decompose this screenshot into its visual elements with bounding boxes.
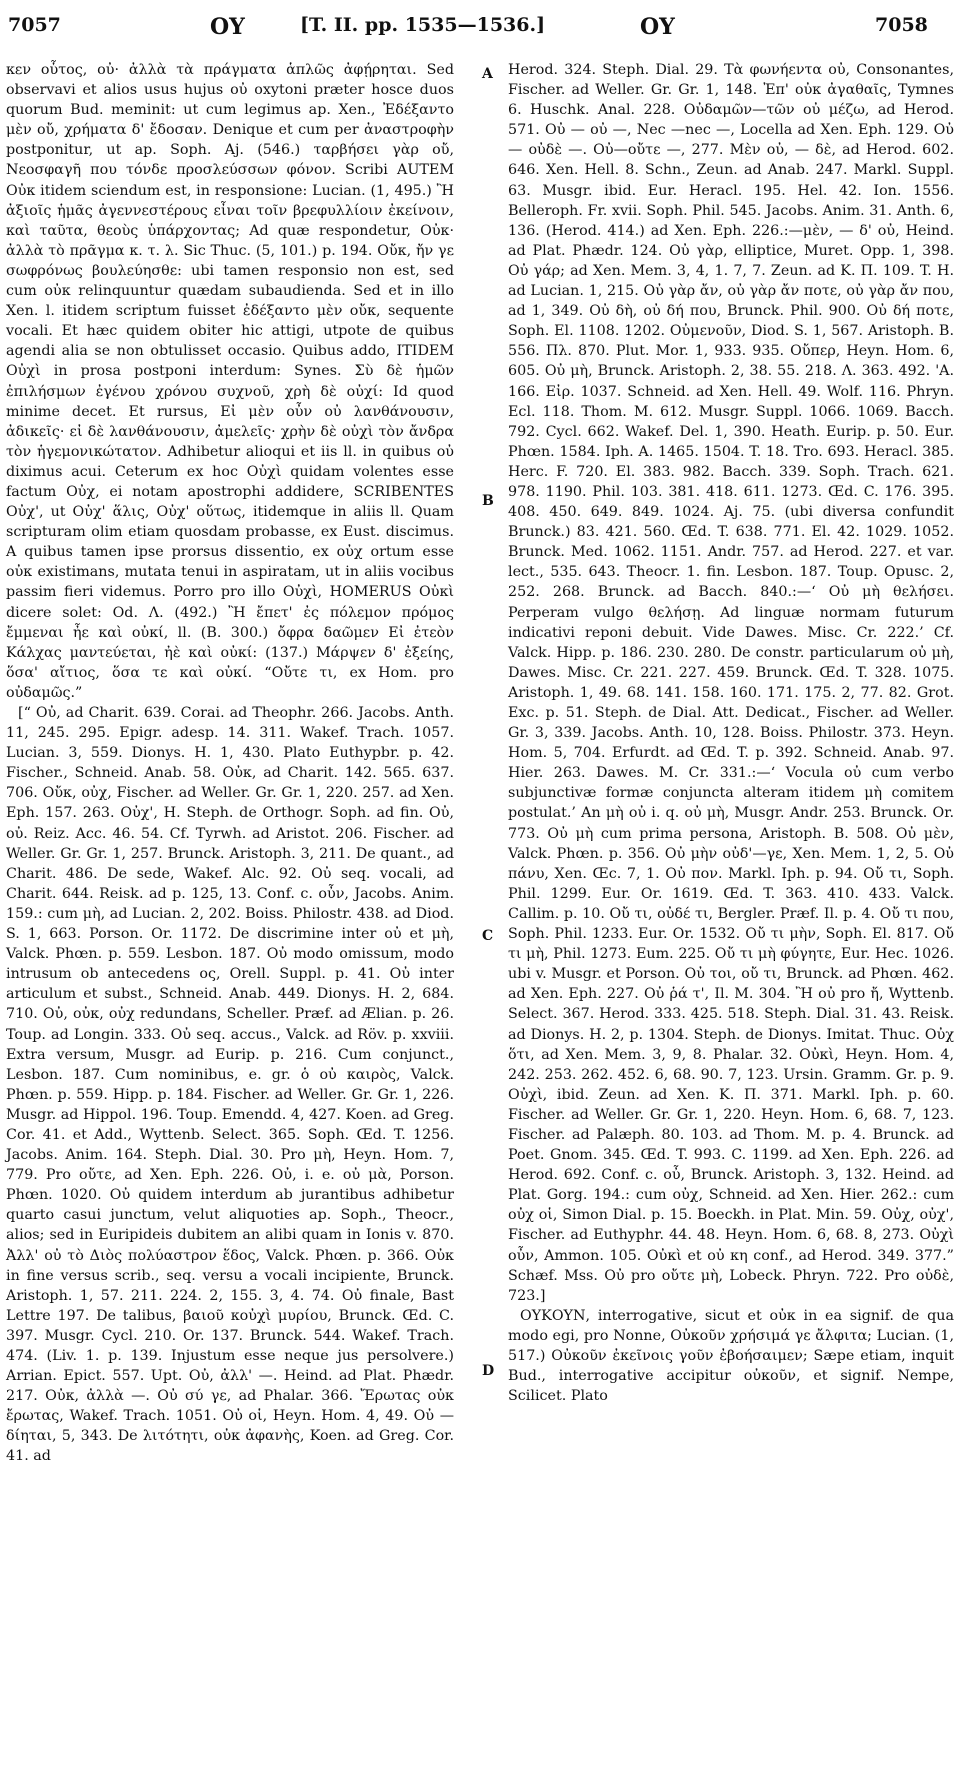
left-paragraph: [“ Οὐ, ad Charit. 639. Corai. ad Theophr. 266. Jacobs. Anth. 11, 245. 295. Epigr. adesp. 14. 311. Wakef. Trach. 1057. Lucian. 3, 559. Dionys. H. 1, 430. Plato Euthypbr. p. 42. Fischer., Schneid. Anab. 58. Οὐκ, ad Charit. 142. 565. 637. 706. Οὔκ, οὐχ, Fischer. ad Weller. Gr. Gr. 1, 220. 257. ad Xen. Eph. 157. 263. Οὐχ', H. Steph. de Orthogr. Soph. ad fin. Οὐ, οὐ. Reiz. Acc. 46. 54. Cf. Tyrwh. ad Aristot. 206. Fischer. ad Weller. Gr. Gr. 1, 257. Brunck. Aristoph. 3, 211. De quant., ad Charit. 486. De sede, Wakef. Alc. 92. Οὐ seq. vocali, ad Charit. 644. Reisk. ad p. 125, 13. Conf. c. οὖν, Jacobs. Anim. 159.: cum μὴ, ad Lucian. 2, 202. Boiss. Philostr. 438. ad Diod. S. 1, 663. Porson. Or. 1172. De discrimine inter οὐ et μὴ, Valck. Phœn. p. 559. Lesbon. 187. Οὐ modo omissum, modo intrusum ob antecedens ος, Orell. Suppl. p. 41. Οὐ inter articulum et subst., Schneid. Anab. 449. Dionys. H. 2, 684. 710. Οὐ, οὐκ, οὐχ redundans, Scheller. Præf. ad Ælian. p. 26. Toup. ad Longin. 333. Οὐ seq. accus., Valck. ad Röv. p. xxviii. Extra versum, Musgr. ad Eurip. p. 216. Cum conjunct., Lesbon. 187. Cum nominibus, e. gr. ὁ οὐ καιρὸς, Valck. Phœn. p. 559. Hipp. p. 184. Fischer. ad Weller. Gr. Gr. 1, 226. Musgr. ad Hippol. 196. Toup. Emendd. 4, 427. Koen. ad Greg. Cor. 41. et Add., Wyttenb. Select. 365. Soph. Œd. T. 1256. Jacobs. Anim. 164. Steph. Dial. 30. Pro μὴ, Heyn. Hom. 7, 779. Pro οὔτε, ad Xen. Eph. 226. Οὐ, i. e. οὐ μὰ, Porson. Phœn. 1020. Οὐ quidem interdum ab jurantibus adhibetur quarto casui junctum, velut aliquoties ap. Soph., Theocr., alios; sed in Euripideis dubitem an alibi quam in Ionis v. 870. Ἀλλ' οὐ τὸ Διὸς πολύαστρον ἕδος, Valck. Phœn. p. 366. Οὐκ in fine versus scrib., seq. versu a vocali incipiente, Brunck. Aristoph. 1, 57. 211. 224. 2, 155. 3, 4. 74. Οὐ finale, Bast Lettre 197. De talibus, βαιοῦ κοὐχὶ μυρίου, Brunck. Œd. C. 397. Musgr. Cycl. 210. Or. 137. Brunck. 544. Wakef. Trach. 474. (Liv. 1. p. 139. Injustum esse neque jus persolvere.) Arrian. Epict. 557. Upt. Οὐ, ἀλλ' —. Heind. ad Plat. Phædr. 217. Οὐκ, ἀλλὰ —. Οὐ σύ γε, ad Phalar. 366. Ἔρωτας οὐκ ἔρωτας, Wakef. Trach. 1051. Οὐ οἱ, Heyn. Hom. 4, 49. Οὐ — δίηται, 5, 343. De λιτότητι, οὐκ ἀφανὴς, Koen. ad Greg. Cor. 41. ad	[6, 705, 454, 1465]
section-marker-c: C	[482, 928, 494, 944]
left-column	[6, 60, 454, 1467]
page-number-left: 7057	[8, 14, 61, 36]
right-paragraph: ΟΥΚΟΥΝ, interrogative, sicut et οὐκ in ea signif. de qua modo egi, pro Nonne, Οὐκοῦν χρήσιμά γε ἄλφιτα; Lucian. (1, 517.) Οὐκοῦν ἐκεῖνοις γοῦν ἐβοήσαιμεν; Sæpe etiam, inquit Bud., interrogative accipitur οὐκοῦν, et signif. Nempe, Scilicet. Plato	[508, 1307, 954, 1405]
page-number-right: 7058	[875, 14, 928, 36]
section-marker-b: B	[482, 493, 494, 509]
running-title-right: ΟΥ	[640, 14, 675, 40]
section-marker-a: A	[482, 66, 493, 82]
section-marker-d: D	[482, 1363, 495, 1379]
running-title-left: ΟΥ	[210, 14, 245, 40]
page-range: [T. II. pp. 1535—1536.]	[300, 14, 546, 36]
right-paragraph: Herod. 324. Steph. Dial. 29. Τὰ φωνήεντα οὐ, Consonantes, Fischer. ad Weller. Gr. Gr. 1, 148. Ἐπ' οὐκ ἀγαθαῖς, Tymnes 6. Huschk. Anal. 228. Οὐδαμῶν—τῶν οὐ μέζω, ad Herod. 571. Οὐ — οὐ —, Nec —nec —, Locella ad Xen. Eph. 129. Οὐ — οὐδὲ —. Οὐ—οὔτε —, 277. Μὲν οὐ, — δὲ, ad Herod. 602. 646. Xen. Hell. 8. Schn., Zeun. ad Anab. 247. Markl. Suppl. 63. Musgr. ibid. Eur. Heracl. 195. Hel. 42. Ion. 1556. Belleroph. Fr. xvii. Soph. Phil. 545. Jacobs. Anim. 31. Anth. 6, 136. (Herod. 414.) ad Xen. Eph. 226.:—μὲν, — δ' οὐ, Heind. ad Plat. Phædr. 124. Οὐ γὰρ, elliptice, Muret. Opp. 1, 398. Οὐ γάρ; ad Xen. Mem. 3, 4, 1. 7, 7. Zeun. ad K. Π. 109. T. H. ad Lucian. 1, 215. Οὐ γὰρ ἄν, οὐ γὰρ ἄν ποτε, οὐ γὰρ ἄν που, ad 1, 349. Οὐ δὴ, οὐ δή που, Brunck. Phil. 900. Οὐ δή ποτε, Soph. El. 1108. 1202. Οὐμενοῦν, Diod. S. 1, 567. Aristoph. B. 556. Πλ. 870. Plut. Mor. 1, 933. 935. Οὔπερ, Heyn. Hom. 6, 605. Οὐ μὴ, Brunck. Aristoph. 2, 38. 55. 218. Λ. 363. 492. 'A. 166. Εἰρ. 1037. Schneid. ad Xen. Hell. 49. Wolf. 116. Phryn. Ecl. 118. Thom. M. 612. Musgr. Suppl. 1066. 1069. Bacch. 792. Cycl. 662. Wakef. Del. 1, 390. Heath. Eurip. p. 50. Eur. Phœn. 1584. Iph. A. 1465. 1504. T. 18. Tro. 693. Heracl. 385. Herc. F. 720. El. 383. 982. Bacch. 339. Soph. Trach. 621. 978. 1190. Phil. 103. 381. 418. 611. 1273. Œd. C. 176. 395. 408. 450. 649. 849. 1024. Aj. 75. (ubi diversa confundit Brunck.) 83. 421. 560. Œd. T. 638. 771. El. 42. 1029. 1052. Brunck. Med. 1062. 1151. Andr. 757. ad Herod. 227. et var. lect., 535. 643. Theocr. 1. fin. Lesbon. 187. Toup. Opusc. 2, 252. 268. Brunck. ad Bacch. 840.:—‘ Οὐ μὴ θελήσει. Perperam vulgo θελήσῃ. Ad linguæ normam futurum indicativi reponi debuit. Vide Dawes. Misc. Cr. 222.’ Cf. Valck. Hipp. p. 186. 230. 280. De constr. particularum οὐ μὴ, Dawes. Misc. Cr. 221. 227. 459. Brunck. Œd. T. 328. 1075. Aristoph. 1, 49. 68. 141. 158. 160. 171. 175. 2, 77. 82. Grot. Exc. p. 51. Steph. de Dial. Att. Dedicat., Fischer. ad Weller. Gr. 3, 339. Jacobs. Anth. 10, 128. Boiss. Philostr. 373. Heyn. Hom. 5, 704. Erfurdt. ad Œd. T. p. 392. Schneid. Anab. 97. Hier. 263. Dawes. M. Cr. 331.:—‘ Vocula οὐ cum verbo subjunctivæ formæ conjuncta alteram itidem μὴ comitem postulat.’ An μὴ οὐ i. q. οὐ μὴ, Musgr. Andr. 253. Brunck. Or. 773. Οὐ μὴ cum prima persona, Aristoph. B. 508. Οὐ μὲν, Valck. Phœn. p. 356. Οὐ μὴν οὐδ'—γε, Xen. Mem. 1, 2, 5. Οὐ πάνυ, Xen. Œc. 7, 1. Οὐ πον. Markl. Iph. p. 94. Οὔ τι, Soph. Phil. 1299. Eur. Or. 1619. Œd. T. 363. 410. 433. Valck. Callim. p. 10. Οὔ τι, οὐδέ τι, Bergler. Præf. Il. p. 4. Οὔ τι που, Soph. Phil. 1233. Eur. Or. 1532. Οὔ τι μὴν, Soph. El. 817. Οὔ τι μὴ, Phil. 1273. Eum. 225. Οὔ τι μὴ φύγητε, Eur. Hec. 1026. ubi v. Musgr. et Porson. Οὐ τοι, οὔ τι, Brunck. ad Phœn. 462. ad Xen. Eph. 227. Οὐ ῥά τ', Il. M. 304. Ἢ οὐ pro ἤ, Wyttenb. Select. 367. Herod. 333. 425. 518. Steph. Dial. 31. 43. Reisk. ad Dionys. H. 2, p. 1304. Steph. de Dionys. Imitat. Thuc. Οὐχ ὅτι, ad Xen. Mem. 3, 9, 8. Phalar. 32. Οὐκὶ, Heyn. Hom. 4, 242. 253. 262. 452. 6, 68. 90. 7, 123. Ursin. Gramm. Gr. p. 9. Οὐχὶ, ibid. Zeun. ad Xen. K. Π. 371. Markl. Iph. p. 60. Fischer. ad Weller. Gr. Gr. 1, 220. Heyn. Hom. 6, 68. 7, 123. Fischer. ad Palæph. 80. 103. ad Thom. M. p. 4. Brunck. ad Poet. Gnom. 345. Œd. T. 993. C. 1199. ad Xen. Eph. 226. ad Herod. 692. Conf. c. οὖ, Brunck. Aristoph. 3, 132. Heind. ad Plat. Gorg. 194.: cum οὐχ, Schneid. ad Xen. Hier. 262.: cum οὐχ οἱ, Simon Dial. p. 15. Boeckh. in Plat. Min. 59. Οὐχ, οὐχ', Fischer. ad Euthyphr. 44. 48. Heyn. Hom. 6, 68. 8, 273. Οὐχὶ οὖν, Ammon. 105. Οὐκὶ et οὐ κη conf., ad Herod. 349. 377.” Schæf. Mss. Οὐ pro οὔτε μὴ, Lobeck. Phryn. 722. Pro οὐδὲ, 723.]	[508, 62, 954, 1304]
page-header	[0, 0, 960, 58]
right-column	[508, 60, 954, 1406]
left-paragraph: κεν οὗτος, οὐ· ἀλλὰ τὰ πράγματα ἁπλῶς ἀφῄρηται. Sed observavi et alios usus hujus οὐ oxytoni præter hosce duos quorum Bud. meminit: ut cum legimus ap. Xen., Ἐδέξαντο μὲν οὔ, χρήματα δ' ἔδοσαν. Denique et cum per ἀναστροφὴν postponitur, ut ap. Soph. Aj. (546.) ταρβήσει γὰρ οὔ, Νεοσφαγῆ που τόνδε προσλεύσσων φόνον. Scribi AUTEM Οὐκ itidem sciendum est, in responsione: Lucian. (1, 495.) Ἢ ἀξιοῖς ἡμᾶς ἀγεννεστέρους εἶναι τοῖν βρεφυλλίοιν ἐκείνοιν, καὶ ταῦτα, θεοὺς ὑπάρχοντας; Ad quæ respondetur, Οὐκ· ἀλλὰ τὸ πρᾶγμα κ. τ. λ. Sic Thuc. (5, 101.) p. 194. Οὔκ, ἤν γε σωφρόνως βουλεύησθε: ubi tamen responsio non est, sed cum οὐκ relinquuntur quædam subaudienda. Sed et in illo Xen. l. itidem scriptum fuisset ἐδέξαντο μὲν οὔκ, sequente vocali. Et hæc quidem obiter hic attigi, utpote de quibus agendi alia se non obtulisset occasio. Quibus addo, ITIDEM Οὐχὶ in prosa postponi interdum: Synes. Σὺ δὲ ἡμῶν ἐπιλήσμων ἐγένου χρόνου συχνοῦ, χρὴ δὲ οὐχί: Id quod minime decet. Et rursus, Εἰ μὲν οὖν οὐ λανθάνουσιν, ἀδικεῖς· εἰ δὲ λανθάνουσιν, ἀμελεῖς· χρὴν δὲ οὐχὶ τὸν ἄνδρα τὸν ἡγεμονικώτατον. Adhibetur alioqui et iis ll. in quibus οὐ diximus acui. Ceterum ex hoc Οὐχὶ quidam volentes esse factum Οὐχ, ei notam apostrophi addidere, SCRIBENTES Οὐχ', ut Οὐχ' ἅλις, Οὐχ' οὕτως, itidemque in aliis ll. Quam scripturam olim etiam quosdam probasse, ex Eust. discimus. A quibus tamen ipse prorsus dissentio, ex οὐχ ortum esse οὐκ existimans, mutata tenui in aspiratam, ut in aliis vocibus passim fieri videmus. Porro pro illo Οὐχὶ, HOMERUS Οὐκὶ dicere solet: Od. Λ. (492.) Ἢ ἔπετ' ἐς πόλεμον πρόμος ἔμμεναι ἦε καὶ οὐκί, ll. (B. 300.) ὄφρα δαῶμεν Εἰ ἐτεὸν Κάλχας μαντεύεται, ἠὲ καὶ οὐκί: (137.) Μάρψεν δ' ἐξείης, ὅσα' αἴτιος, ὅσα τε καὶ οὐκί. “Οὔτε τι, ex Hom. pro οὐδαμῶς.”	[6, 62, 454, 701]
